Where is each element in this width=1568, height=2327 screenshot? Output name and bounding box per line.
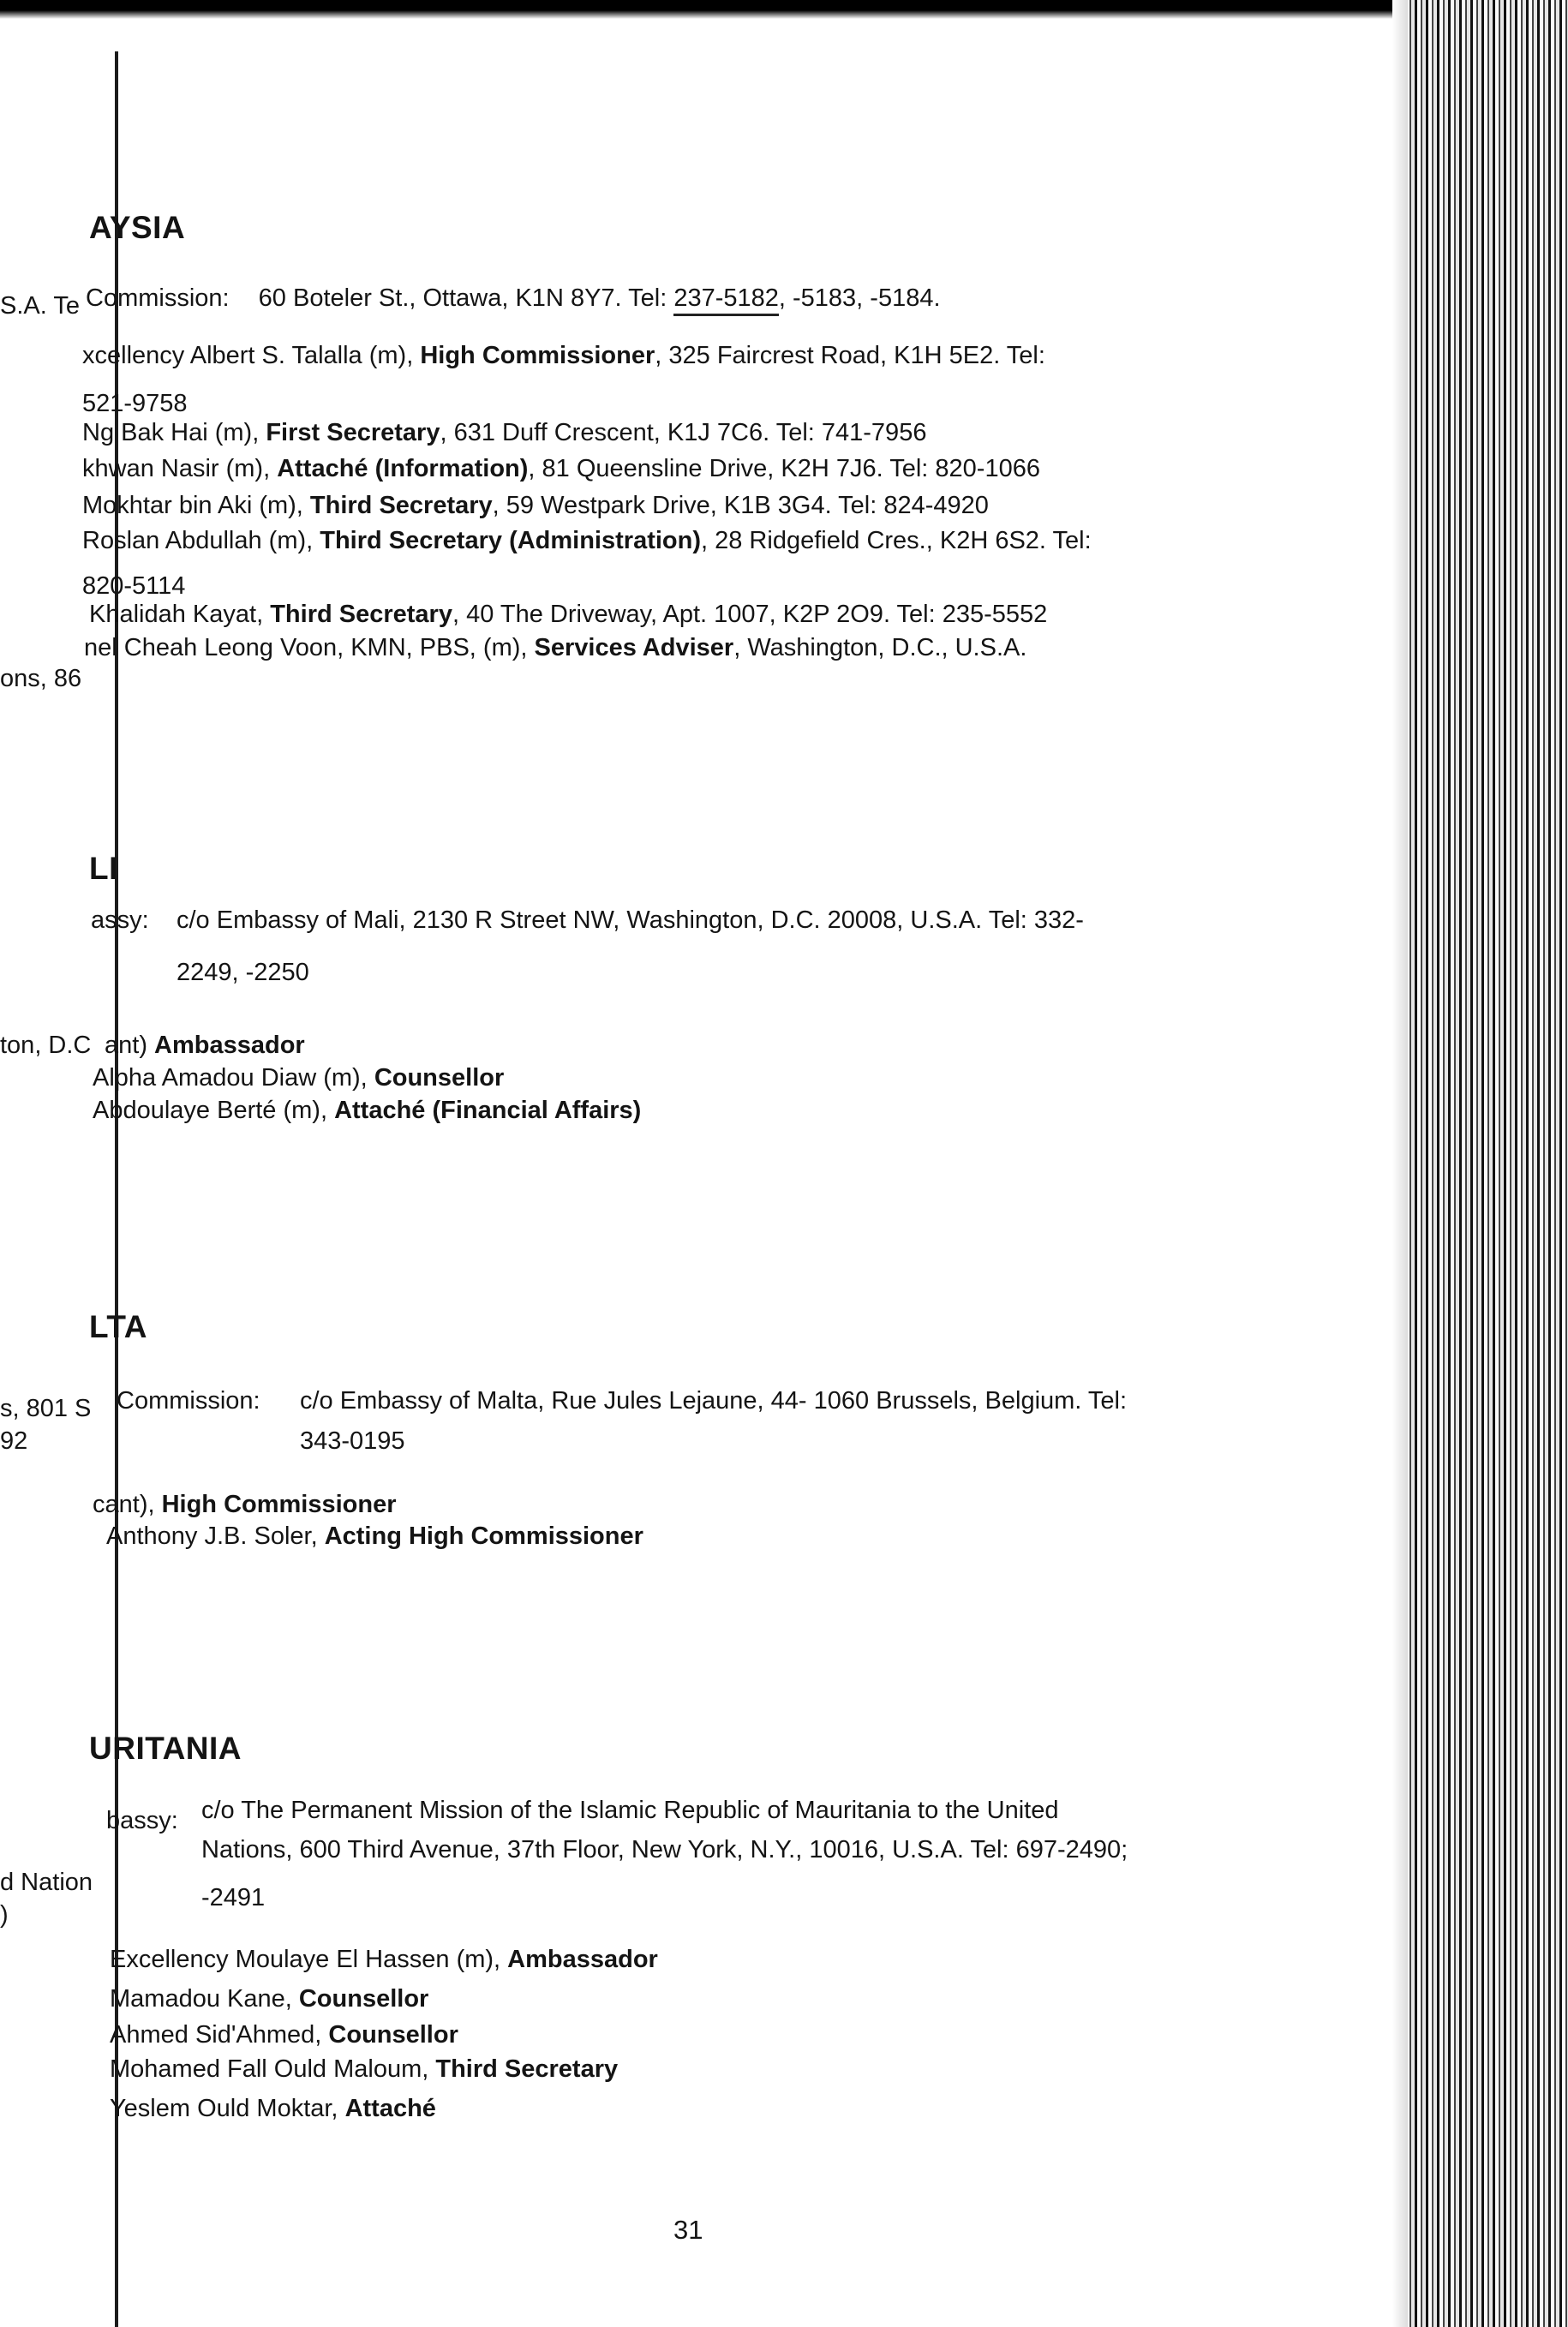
margin-fragment: S.A. Te (0, 292, 80, 320)
commission-address: c/o Embassy of Malta, Rue Jules Lejaune, 44- 1060 Brussels, Belgium. Tel: (300, 1387, 1128, 1415)
staff-line: Ahmed Sid'Ahmed, Counsellor (110, 2021, 458, 2049)
margin-fragment: d Nation (0, 1869, 93, 1896)
staff-line: Alpha Amadou Diaw (m), Counsellor (93, 1064, 505, 1092)
embassy-address: -2491 (201, 1884, 266, 1911)
staff-line: Mohamed Fall Ould Maloum, Third Secretary (110, 2055, 619, 2083)
staff-line: cant), High Commissioner (93, 1491, 397, 1518)
staff-line: xcellency Albert S. Talalla (m), High Commissioner, 325 Faircrest Road, K1H 5E2. Tel: (82, 342, 1045, 369)
page-edge (1392, 0, 1568, 2327)
staff-line: nel Cheah Leong Voon, KMN, PBS, (m), Services Adviser, Washington, D.C., U.S.A. (84, 634, 1027, 661)
top-shadow (0, 0, 1568, 19)
commission-line (86, 284, 941, 313)
commission-address: 60 Boteler St., Ottawa, K1N 8Y7. Tel: (258, 284, 674, 312)
staff-line: ant) Ambassador (105, 1032, 305, 1059)
commission-address: 343-0195 (300, 1427, 405, 1455)
staff-line: 820-5114 (82, 572, 186, 600)
staff-line: Roslan Abdullah (m), Third Secretary (Administration), 28 Ridgefield Cres., K2H 6S2. Tel: (82, 527, 1092, 554)
country-heading: AYSIA (89, 210, 186, 245)
margin-fragment: ) (0, 1901, 9, 1929)
staff-line: 521-9758 (82, 390, 188, 417)
staff-line: Yeslem Ould Moktar, Attaché (110, 2095, 436, 2122)
staff-line: Mokhtar bin Aki (m), Third Secretary, 59 Westpark Drive, K1B 3G4. Tel: 824-4920 (82, 492, 989, 519)
commission-label: Commission: (117, 1387, 260, 1415)
country-heading: LTA (89, 1309, 147, 1344)
staff-line: Anthony J.B. Soler, Acting High Commissioner (106, 1522, 643, 1550)
staff-line: Ng Bak Hai (m), First Secretary, 631 Duff Crescent, K1J 7C6. Tel: 741-7956 (82, 419, 927, 446)
embassy-label: assy: (91, 906, 149, 934)
embassy-label: bassy: (106, 1807, 178, 1834)
embassy-address: 2249, -2250 (177, 959, 309, 986)
staff-line: Excellency Moulaye El Hassen (m), Ambassador (110, 1946, 658, 1973)
margin-fragment: s, 801 S (0, 1395, 92, 1422)
country-heading: URITANIA (89, 1731, 242, 1766)
commission-tel-main: 237-5182 (673, 284, 779, 316)
commission-tel-rest: , -5183, -5184. (778, 284, 941, 312)
staff-line: Khalidah Kayat, Third Secretary, 40 The Driveway, Apt. 1007, K2P 2O9. Tel: 235-5552 (89, 601, 1048, 628)
margin-fragment: ton, D.C (0, 1032, 92, 1059)
staff-line: Abdoulaye Berté (m), Attaché (Financial Affairs) (93, 1097, 642, 1124)
embassy-address: c/o Embassy of Mali, 2130 R Street NW, Washington, D.C. 20008, U.S.A. Tel: 332- (177, 906, 1084, 934)
margin-fragment: 92 (0, 1427, 28, 1455)
staff-line: Mamadou Kane, Counsellor (110, 1985, 429, 2013)
embassy-address: Nations, 600 Third Avenue, 37th Floor, New York, N.Y., 10016, U.S.A. Tel: 697-2490; (201, 1836, 1128, 1863)
margin-fragment: ons, 86 (0, 665, 82, 692)
page-number: 31 (673, 2215, 703, 2245)
staff-line: khwan Nasir (m), Attaché (Information), 81 Queensline Drive, K2H 7J6. Tel: 820-1066 (82, 455, 1040, 482)
embassy-address: c/o The Permanent Mission of the Islamic Republic of Mauritania to the United (201, 1797, 1059, 1824)
country-heading: LI (89, 851, 118, 886)
commission-label: Commission: (86, 284, 230, 312)
